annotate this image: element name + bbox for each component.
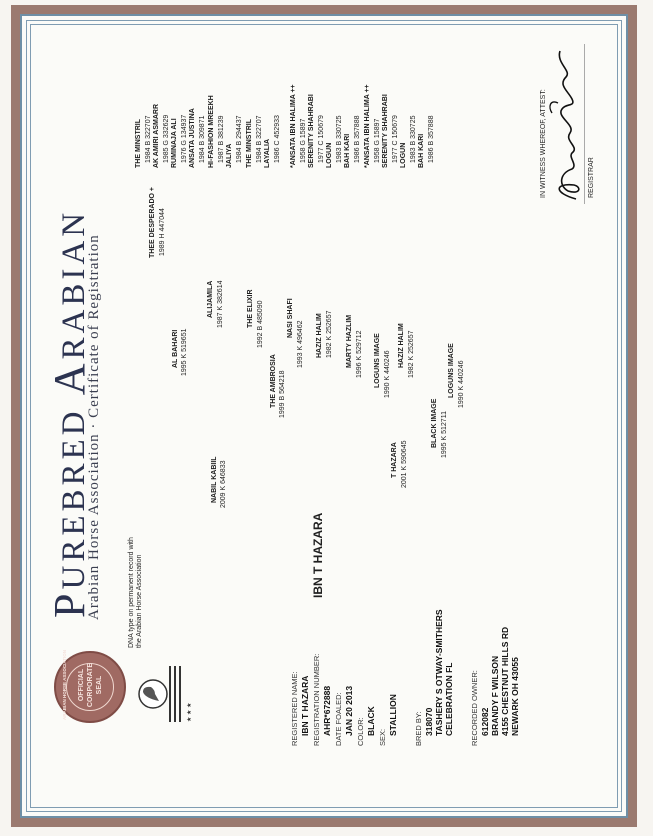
pedigree-dsss-reg: 1958 G 15897 [300,118,307,163]
pedigree-sdd-name: NASI SHAFI [287,298,294,338]
pedigree-dssd-reg: 1977 C 150679 [318,115,325,163]
registration-number-label: REGISTRATION NUMBER: [312,653,321,746]
pedigree-ss-name: AL BAHARI [172,329,179,368]
registrar-label: REGISTRAR [588,157,595,198]
pedigree-ds-reg: 1982 K 252657 [326,310,333,358]
pedigree-ssds-name: RUMINAJA ALI [171,118,178,168]
pedigree-ds-name: HAZIZ HALIM [316,313,323,358]
pedigree-dsds-name: LOGUN [326,142,333,168]
pedigree-dddd-reg: 1986 B 357888 [428,115,435,163]
pedigree-sdds-reg: 1984 B 322707 [256,115,263,163]
pedigree-sdss-reg: 1987 B 381239 [218,115,225,163]
owner-number: 612082 [480,707,490,736]
pedigree-sss-name: THEE DESPERADO + [149,187,156,258]
pedigree-sss-reg: 1989 H 447044 [159,208,166,256]
dna-notice-1: DNA type on permanent record with [128,537,135,648]
pedigree-sds-reg: 1992 B 485090 [257,300,264,348]
pedigree-sire-name: NABIL KABIIL [211,456,218,503]
breeder-number: 318070 [424,707,434,736]
pedigree-sd-reg: 1999 B 564218 [279,370,286,418]
certificate-title: PUREBRED ARABIAN [45,208,94,618]
pedigree-ssd-name: ALIJAMILA [207,280,214,318]
pedigree-sire-reg: 2009 K 646833 [220,460,227,508]
recorded-owner-label: RECORDED OWNER: [470,670,479,746]
pedigree-dds-reg: 1982 K 252657 [408,330,415,378]
pedigree-sssd-name: AK AMIRI ASMARR [153,103,160,168]
pedigree-dss-name: MARTY HAZLIM [346,314,353,368]
date-foaled-label: DATE FOALED: [334,692,343,746]
pedigree-ssss-reg: 1984 B 322707 [145,115,152,163]
pedigree-dam-name: T HAZARA [391,442,398,478]
registered-name-label: REGISTERED NAME: [290,671,299,746]
breeder-location: CELEBRATION FL [444,662,454,736]
pedigree-ss-reg: 1995 K 519651 [181,328,188,376]
owner-address: 4155 CHESTNUT HILLS RD [500,626,510,736]
pedigree-ddd-reg: 1990 K 440246 [384,350,391,398]
pedigree-sdss-name: HI-FASHION MREEKH [208,95,215,168]
pedigree-dddd-extra-reg: 1990 K 440246 [458,360,465,408]
svg-text:★ ★ ★: ★ ★ ★ [187,702,193,722]
aha-logo-icon [131,658,193,728]
color-value: BLACK [366,706,376,736]
pedigree-sd-name: THE AMBROSIA [270,354,277,408]
pedigree-dam-reg: 2001 K 590645 [401,440,408,488]
pedigree-dssd-name: SERENITY SHAHRABI [308,94,315,168]
pedigree-dsss-name: *ANSATA IBN HALIMA ++ [290,84,297,168]
pedigree-ddds-name: LOGUN [400,142,407,168]
pedigree-dsdd-name: BAH KARI [344,133,351,168]
pedigree-ssds-reg: 1976 G 134937 [181,114,188,163]
pedigree-ddsd-name: SERENITY SHAHRABI [382,94,389,168]
registered-name-value: IBN T HAZARA [300,675,310,736]
pedigree-dd-name: BLACK IMAGE [431,398,438,448]
pedigree-ddd-name: LOGUNS IMAGE [374,333,381,388]
pedigree-dsds-reg: 1983 B 330725 [336,115,343,163]
pedigree-dd-reg: 1995 K 512711 [441,411,448,458]
pedigree-ssd-reg: 1987 K 382614 [217,280,224,328]
pedigree-sddd-reg: 1986 C 452933 [274,115,281,163]
pedigree-sds-name: THE ELIXIR [247,289,254,328]
date-foaled-value: JAN 20 2013 [344,685,354,736]
pedigree-ddds-reg: 1983 B 330725 [410,115,417,163]
pedigree-dds-name: HAZIZ HALIM [398,323,405,368]
certificate-subtitle: Arabian Horse Association · Certificate of Registration [86,234,102,620]
breeder-name: TASHERY S OTWAY-SMITHERS [434,609,444,736]
pedigree-ddss-reg: 1958 G 15897 [374,118,381,163]
pedigree-ssdd-name: ANSATA JUSTINA [189,108,196,168]
bred-by-label: BRED BY: [414,711,423,746]
owner-city: NEWARK OH 43055 [510,657,520,736]
pedigree-sssd-reg: 1985 G 332629 [163,114,170,163]
pedigree-sdd-reg: 1993 K 496462 [297,320,304,368]
registrar-signature [546,43,586,203]
certificate-sheet [36,28,616,808]
pedigree-sdds-name: THE MINSTRIL [246,119,253,168]
registration-number-value: AHR*672888 [322,685,332,736]
pedigree-ssss-name: THE MINSTRIL [135,119,142,168]
owner-name: BRANDY F WILSON [490,655,500,736]
color-label: COLOR: [356,717,365,746]
horse-name-heading: IBN T HAZARA [311,512,325,598]
pedigree-sdsd-name: JALIYA [226,143,233,168]
pedigree-dddd-extra-name: LOGUNS IMAGE [448,343,455,398]
corporate-seal: ARABIAN HORSE ASSOCIATION OFFICIAL CORPORATE SEAL [54,651,126,723]
pedigree-ssdd-reg: 1984 B 309871 [199,115,206,163]
pedigree-sddd-name: LAYALIA [264,138,271,168]
pedigree-ddsd-reg: 1977 C 150679 [392,115,399,163]
dna-notice-2: the Arabian Horse Association [136,554,143,648]
sex-label: SEX: [378,728,387,746]
sex-value: STALLION [388,694,398,736]
pedigree-dsdd-reg: 1986 B 357888 [354,115,361,163]
pedigree-dddd-name: BAH KARI [418,133,425,168]
attest-label: IN WITNESS WHEREOF, ATTEST: [540,89,547,198]
pedigree-dss-reg: 1996 K 529712 [356,330,363,378]
pedigree-sdsd-reg: 1984 B 294437 [236,115,243,163]
pedigree-ddss-name: *ANSATA IBN HALIMA ++ [364,84,371,168]
